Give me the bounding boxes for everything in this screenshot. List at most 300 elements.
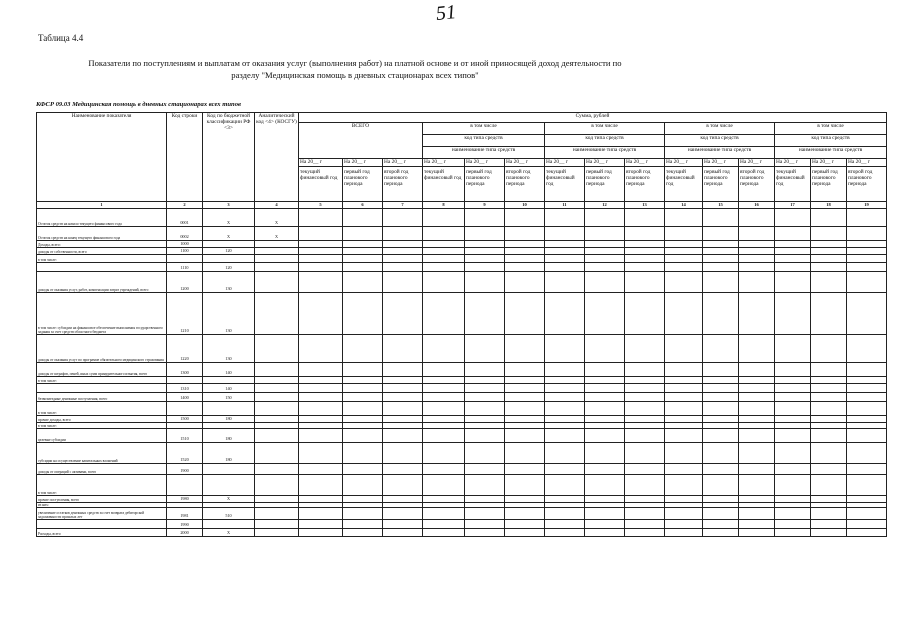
value-cell <box>625 335 665 363</box>
value-cell <box>811 402 847 416</box>
value-cell <box>505 263 545 272</box>
value-cell <box>545 402 585 416</box>
row-name: в том числе: субсидии на финансовое обеспечение выполнения государственного задания за счет средств областного бюджета <box>37 293 167 335</box>
value-cell <box>505 384 545 393</box>
value-cell <box>465 293 505 335</box>
column-number: 3 <box>203 202 255 209</box>
value-cell <box>505 508 545 520</box>
value-cell <box>585 272 625 293</box>
table-row <box>37 402 887 416</box>
value-cell <box>665 255 703 263</box>
row-code: 1220 <box>167 335 203 363</box>
year-type-label: первый год планового периода <box>586 169 612 187</box>
value-cell <box>545 508 585 520</box>
value-cell <box>703 416 739 423</box>
value-cell <box>465 384 505 393</box>
column-number: 7 <box>383 202 423 209</box>
value-cell <box>423 402 465 416</box>
row-analytic <box>255 402 299 416</box>
value-cell <box>423 496 465 503</box>
value-cell <box>847 508 887 520</box>
value-cell <box>423 209 465 227</box>
value-cell <box>847 529 887 537</box>
row-budget-class: 510 <box>203 508 255 520</box>
value-cell <box>383 443 423 464</box>
row-code: 1981 <box>167 508 203 520</box>
header-total: ВСЕГО <box>299 123 423 159</box>
value-cell <box>775 402 811 416</box>
value-cell <box>775 464 811 475</box>
value-cell <box>585 496 625 503</box>
value-cell <box>545 496 585 503</box>
year-header-label: На 20__ г <box>423 159 464 167</box>
year-header-cell <box>585 159 625 202</box>
row-code: 0002 <box>167 227 203 241</box>
value-cell <box>703 377 739 384</box>
value-cell <box>505 335 545 363</box>
value-cell <box>545 241 585 248</box>
year-type-label: второй год планового периода <box>384 169 409 187</box>
value-cell <box>625 384 665 393</box>
row-code <box>167 475 203 496</box>
row-name: из них: <box>37 503 167 508</box>
value-cell <box>423 429 465 443</box>
value-cell <box>739 293 775 335</box>
value-cell <box>811 363 847 377</box>
value-cell <box>343 384 383 393</box>
value-cell <box>703 363 739 377</box>
value-cell <box>775 377 811 384</box>
header-fund-name: наименование типа средств <box>423 147 545 159</box>
value-cell <box>383 429 423 443</box>
row-name: прочие доходы, всего <box>37 416 167 423</box>
table-row <box>37 429 887 443</box>
value-cell <box>545 475 585 496</box>
value-cell <box>775 248 811 255</box>
value-cell <box>847 272 887 293</box>
value-cell <box>775 520 811 529</box>
year-type-label: текущий финансовый год <box>666 169 695 187</box>
header-fund-code: код типа средств <box>545 135 665 147</box>
row-analytic <box>255 363 299 377</box>
column-number: 10 <box>505 202 545 209</box>
value-cell <box>847 496 887 503</box>
value-cell <box>343 508 383 520</box>
value-cell <box>703 496 739 503</box>
year-header-label: На 20__ г <box>545 159 584 167</box>
value-cell <box>423 335 465 363</box>
row-analytic <box>255 384 299 393</box>
value-cell <box>847 255 887 263</box>
row-name: в том числе: <box>37 475 167 496</box>
row-name: Расходы, всего <box>37 529 167 537</box>
value-cell <box>423 475 465 496</box>
year-type-label: первый год планового периода <box>704 169 730 187</box>
value-cell <box>585 293 625 335</box>
row-code: 1210 <box>167 293 203 335</box>
value-cell <box>343 293 383 335</box>
row-name: доходы от собственности, всего <box>37 248 167 255</box>
value-cell <box>665 393 703 402</box>
value-cell <box>811 416 847 423</box>
row-budget-class: X <box>203 529 255 537</box>
value-cell <box>383 384 423 393</box>
table-row <box>37 335 887 363</box>
value-cell <box>703 241 739 248</box>
value-cell <box>703 209 739 227</box>
value-cell <box>775 241 811 248</box>
value-cell <box>299 429 343 443</box>
value-cell <box>625 402 665 416</box>
value-cell <box>811 209 847 227</box>
value-cell <box>505 293 545 335</box>
value-cell <box>585 263 625 272</box>
value-cell <box>703 248 739 255</box>
value-cell <box>465 248 505 255</box>
value-cell <box>625 293 665 335</box>
value-cell <box>775 496 811 503</box>
value-cell <box>465 402 505 416</box>
value-cell <box>665 335 703 363</box>
value-cell <box>465 272 505 293</box>
value-cell <box>665 263 703 272</box>
table-row <box>37 464 887 475</box>
year-header-cell <box>343 159 383 202</box>
value-cell <box>847 443 887 464</box>
row-code: 1980 <box>167 496 203 503</box>
year-header-cell <box>739 159 775 202</box>
row-budget-class <box>203 402 255 416</box>
row-analytic <box>255 393 299 402</box>
value-cell <box>505 402 545 416</box>
value-cell <box>423 416 465 423</box>
row-name: целевые субсидии <box>37 429 167 443</box>
year-header-cell <box>299 159 343 202</box>
value-cell <box>505 529 545 537</box>
year-header-label: На 20__ г <box>299 159 342 167</box>
row-code: 2000 <box>167 529 203 537</box>
value-cell <box>299 272 343 293</box>
row-budget-class: 150 <box>203 393 255 402</box>
value-cell <box>383 335 423 363</box>
value-cell <box>703 475 739 496</box>
value-cell <box>665 416 703 423</box>
value-cell <box>299 377 343 384</box>
value-cell <box>625 263 665 272</box>
row-code: 1000 <box>167 241 203 248</box>
year-type-label: текущий финансовый год <box>776 169 805 187</box>
column-number: 15 <box>703 202 739 209</box>
value-cell <box>299 402 343 416</box>
value-cell <box>665 475 703 496</box>
value-cell <box>847 464 887 475</box>
year-header-cell <box>465 159 505 202</box>
value-cell <box>775 293 811 335</box>
row-name: прочие поступления, всего <box>37 496 167 503</box>
table-row <box>37 241 887 248</box>
value-cell <box>811 255 847 263</box>
value-cell <box>299 520 343 529</box>
value-cell <box>383 529 423 537</box>
value-cell <box>423 255 465 263</box>
value-cell <box>383 241 423 248</box>
header-code: Код строки <box>167 113 203 202</box>
value-cell <box>585 508 625 520</box>
value-cell <box>465 363 505 377</box>
row-analytic <box>255 520 299 529</box>
value-cell <box>625 363 665 377</box>
row-code: 1990 <box>167 520 203 529</box>
value-cell <box>847 209 887 227</box>
value-cell <box>383 248 423 255</box>
value-cell <box>383 475 423 496</box>
table-row <box>37 520 887 529</box>
year-type-label: второй год планового периода <box>626 169 651 187</box>
value-cell <box>665 464 703 475</box>
value-cell <box>739 377 775 384</box>
value-cell <box>811 529 847 537</box>
row-code: 0001 <box>167 209 203 227</box>
header-fund-name: наименование типа средств <box>665 147 775 159</box>
column-number: 13 <box>625 202 665 209</box>
value-cell <box>343 209 383 227</box>
value-cell <box>811 377 847 384</box>
year-type-label: текущий финансовый год <box>300 169 338 181</box>
value-cell <box>665 508 703 520</box>
row-budget-class: 120 <box>203 248 255 255</box>
value-cell <box>423 363 465 377</box>
value-cell <box>383 402 423 416</box>
value-cell <box>545 464 585 475</box>
row-budget-class: 180 <box>203 416 255 423</box>
value-cell <box>545 293 585 335</box>
value-cell <box>775 416 811 423</box>
value-cell <box>423 241 465 248</box>
column-number: 19 <box>847 202 887 209</box>
row-analytic <box>255 496 299 503</box>
value-cell <box>811 393 847 402</box>
value-cell <box>585 520 625 529</box>
value-cell <box>343 443 383 464</box>
value-cell <box>665 227 703 241</box>
value-cell <box>423 520 465 529</box>
value-cell <box>545 384 585 393</box>
year-header-label: На 20__ г <box>739 159 774 167</box>
table-row <box>37 529 887 537</box>
value-cell <box>665 384 703 393</box>
value-cell <box>505 393 545 402</box>
value-cell <box>665 209 703 227</box>
value-cell <box>625 529 665 537</box>
column-number: 9 <box>465 202 505 209</box>
header-incl: в том числе <box>775 123 887 135</box>
value-cell <box>703 393 739 402</box>
row-budget-class: X <box>203 209 255 227</box>
table-number: Таблица 4.4 <box>38 33 84 43</box>
row-analytic <box>255 508 299 520</box>
year-type-label: первый год планового периода <box>466 169 492 187</box>
value-cell <box>739 520 775 529</box>
value-cell <box>343 335 383 363</box>
row-name: доходы от штрафов, пеней, иных сумм принудительного изъятия, всего <box>37 363 167 377</box>
row-analytic: X <box>255 227 299 241</box>
value-cell <box>299 529 343 537</box>
value-cell <box>739 209 775 227</box>
table-body <box>37 209 887 537</box>
header-name: Наименование показателя <box>37 113 167 202</box>
value-cell <box>545 335 585 363</box>
value-cell <box>505 227 545 241</box>
value-cell <box>703 402 739 416</box>
value-cell <box>775 529 811 537</box>
value-cell <box>585 227 625 241</box>
header-fund-name: наименование типа средств <box>775 147 887 159</box>
table-row <box>37 293 887 335</box>
value-cell <box>811 263 847 272</box>
row-budget-class <box>203 464 255 475</box>
value-cell <box>465 429 505 443</box>
value-cell <box>703 255 739 263</box>
value-cell <box>847 416 887 423</box>
year-header-label: На 20__ г <box>343 159 382 167</box>
row-budget-class: 140 <box>203 384 255 393</box>
value-cell <box>739 429 775 443</box>
row-analytic <box>255 241 299 248</box>
row-analytic <box>255 255 299 263</box>
value-cell <box>465 508 505 520</box>
value-cell <box>505 475 545 496</box>
value-cell <box>665 520 703 529</box>
header-sum: Сумма, рублей <box>299 113 887 123</box>
header-fund-code: код типа средств <box>665 135 775 147</box>
value-cell <box>383 496 423 503</box>
value-cell <box>775 209 811 227</box>
value-cell <box>625 209 665 227</box>
value-cell <box>423 263 465 272</box>
value-cell <box>739 496 775 503</box>
row-code: 1300 <box>167 363 203 377</box>
value-cell <box>703 443 739 464</box>
value-cell <box>703 464 739 475</box>
header-fund-name: наименование типа средств <box>545 147 665 159</box>
value-cell <box>465 464 505 475</box>
year-header-cell <box>847 159 887 202</box>
column-number: 1 <box>37 202 167 209</box>
value-cell <box>545 393 585 402</box>
row-name: в том числе: <box>37 423 167 429</box>
row-budget-class: 180 <box>203 443 255 464</box>
row-budget-class: 120 <box>203 263 255 272</box>
row-budget-class: 130 <box>203 293 255 335</box>
column-number: 16 <box>739 202 775 209</box>
table-row <box>37 248 887 255</box>
value-cell <box>299 496 343 503</box>
value-cell <box>703 227 739 241</box>
value-cell <box>505 272 545 293</box>
value-cell <box>585 416 625 423</box>
value-cell <box>811 384 847 393</box>
value-cell <box>299 416 343 423</box>
row-budget-class: 180 <box>203 429 255 443</box>
value-cell <box>775 443 811 464</box>
row-code: 1510 <box>167 429 203 443</box>
value-cell <box>775 363 811 377</box>
value-cell <box>465 496 505 503</box>
value-cell <box>811 227 847 241</box>
value-cell <box>383 209 423 227</box>
value-cell <box>625 416 665 423</box>
table-row <box>37 255 887 263</box>
value-cell <box>343 464 383 475</box>
value-cell <box>739 384 775 393</box>
row-budget-class: X <box>203 496 255 503</box>
header-incl: в том числе <box>665 123 775 135</box>
value-cell <box>847 241 887 248</box>
value-cell <box>739 402 775 416</box>
value-cell <box>585 248 625 255</box>
year-header-label: На 20__ г <box>811 159 846 167</box>
value-cell <box>665 377 703 384</box>
table-row <box>37 384 887 393</box>
value-cell <box>465 263 505 272</box>
value-cell <box>625 520 665 529</box>
year-type-label: текущий финансовый год <box>546 169 575 187</box>
value-cell <box>847 429 887 443</box>
column-number: 12 <box>585 202 625 209</box>
value-cell <box>739 508 775 520</box>
value-cell <box>847 293 887 335</box>
value-cell <box>811 520 847 529</box>
value-cell <box>423 529 465 537</box>
value-cell <box>383 464 423 475</box>
row-name: Остаток средств на конец текущего финансового года <box>37 227 167 241</box>
value-cell <box>343 263 383 272</box>
row-name: доходы от оказания услуг, работ, компенсации затрат учреждений, всего <box>37 272 167 293</box>
value-cell <box>423 393 465 402</box>
value-cell <box>545 272 585 293</box>
value-cell <box>739 475 775 496</box>
value-cell <box>299 464 343 475</box>
row-name: увеличение остатков денежных средств за счет возврата дебиторской задолженности прошлых лет <box>37 508 167 520</box>
row-analytic <box>255 443 299 464</box>
value-cell <box>545 416 585 423</box>
row-code: 1900 <box>167 464 203 475</box>
value-cell <box>299 248 343 255</box>
value-cell <box>739 335 775 363</box>
value-cell <box>703 520 739 529</box>
value-cell <box>775 263 811 272</box>
value-cell <box>665 529 703 537</box>
value-cell <box>703 293 739 335</box>
value-cell <box>665 293 703 335</box>
value-cell <box>585 475 625 496</box>
value-cell <box>847 263 887 272</box>
row-analytic <box>255 335 299 363</box>
value-cell <box>423 464 465 475</box>
header-incl: в том числе <box>423 123 545 135</box>
value-cell <box>811 241 847 248</box>
data-table <box>36 112 887 537</box>
value-cell <box>299 384 343 393</box>
value-cell <box>545 529 585 537</box>
table-row <box>37 377 887 384</box>
value-cell <box>505 241 545 248</box>
value-cell <box>505 464 545 475</box>
value-cell <box>703 384 739 393</box>
value-cell <box>465 529 505 537</box>
value-cell <box>625 496 665 503</box>
value-cell <box>383 263 423 272</box>
